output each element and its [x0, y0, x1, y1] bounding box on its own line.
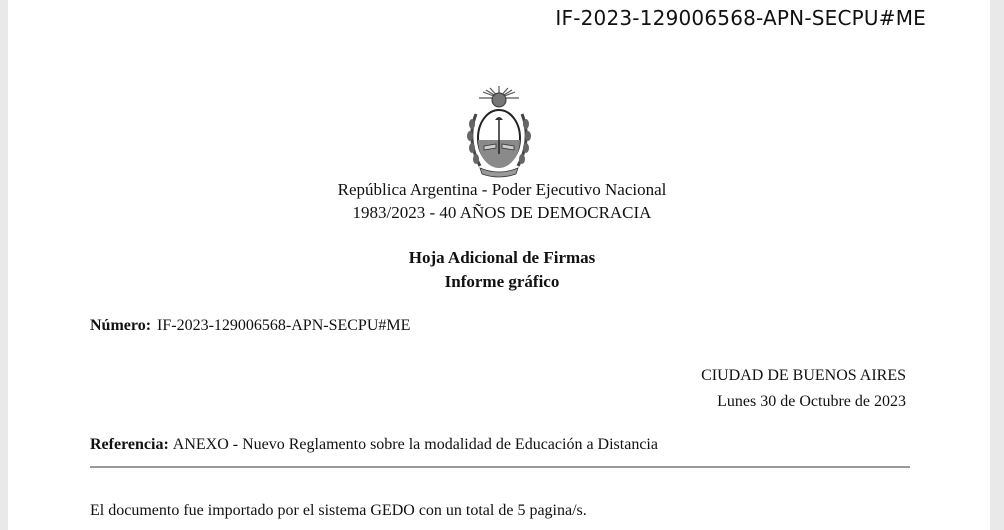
referencia-value: ANEXO - Nuevo Reglamento sobre la modalidad de Educación a Distancia	[172, 436, 658, 453]
argentina-coat-of-arms-icon	[462, 84, 536, 180]
document-id-header: IF-2023-129006568-APN-SECPU#ME	[555, 6, 926, 30]
city: CIUDAD DE BUENOS AIRES	[701, 367, 906, 384]
referencia-label: Referencia:	[90, 436, 169, 453]
numero-label: Número:	[90, 317, 152, 334]
document-subtitle: Informe gráfico	[444, 272, 560, 291]
numero-value: IF-2023-129006568-APN-SECPU#ME	[157, 317, 411, 334]
date: Lunes 30 de Octubre de 2023	[717, 393, 906, 410]
letterhead-line-1: República Argentina - Poder Ejecutivo Nacional	[337, 180, 667, 199]
document-title: Hoja Adicional de Firmas	[408, 248, 596, 267]
referencia-row	[90, 436, 658, 454]
divider	[90, 466, 910, 468]
letterhead-line-2: 1983/2023 - 40 AÑOS DE DEMOCRACIA	[352, 203, 652, 222]
numero-row	[90, 317, 410, 335]
import-note: El documento fue importado por el sistema GEDO con un total de 5 pagina/s.	[90, 502, 587, 519]
